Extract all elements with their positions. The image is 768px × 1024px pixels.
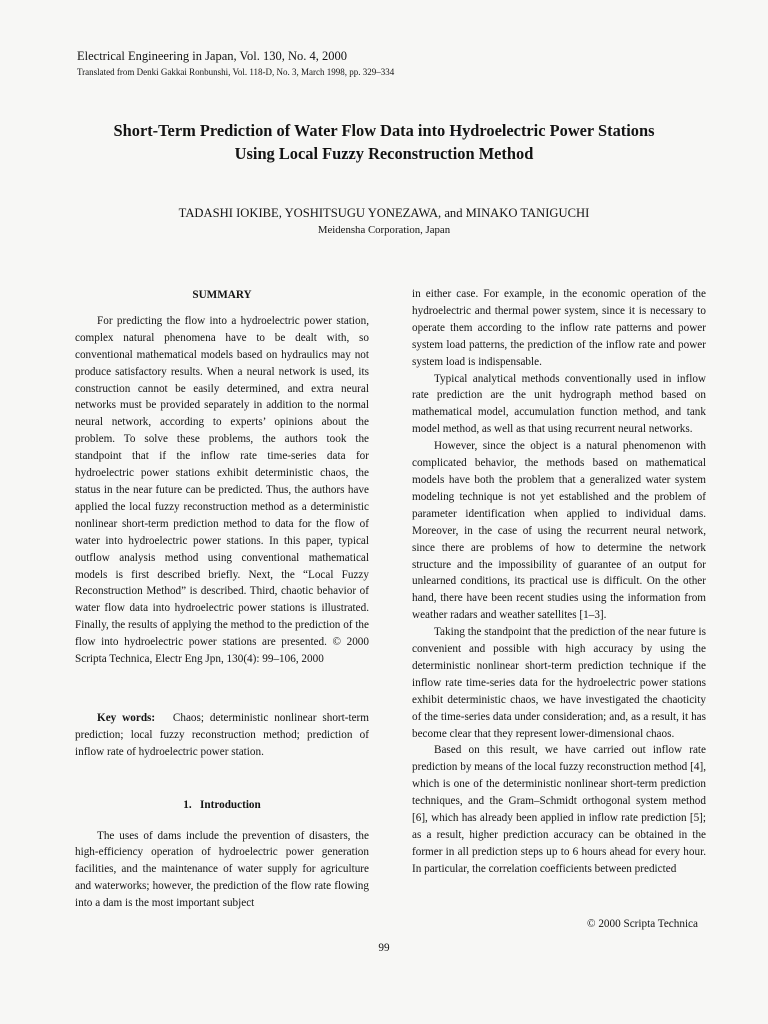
right-paragraph-4: Taking the standpoint that the prediction of the near future is convenient and possible with high accuracy by using the deterministic nonlinear short-term prediction technique if the inflow rate time-series data for the hydroelectric power stations exhibit deterministic chaos, we have investigated the chaoticity of the time-series data under consideration; and, as a result, it has become clear that they represent lower-dimensional chaos. <box>412 626 706 740</box>
right-paragraph-3: However, since the object is a natural phenomenon with complicated behavior, the methods based on mathematical models have both the problem that a generalized water system modeling technique is not yet established and the problem of parameter identification when applied to individual dams. Moreover, in the case of using the recurrent neural network, since there are problems of how to determine the network structure and the impossibility of guarantee of an output for unlearned conditions, its practical use is difficult. On the other hand, there have been recent studies using the information from weather radars and weather satellites [1–3]. <box>412 440 706 622</box>
page-number: 99 <box>378 942 390 954</box>
right-paragraph-1: in either case. For example, in the economic operation of the hydroelectric and thermal power system, since it is necessary to operate them according to the inflow rate patterns and power system load patterns, the prediction of the inflow rate and power system load is indispensable. <box>412 288 706 368</box>
title-line-1: Short-Term Prediction of Water Flow Data into Hydroelectric Power Stations <box>113 121 655 140</box>
title-line-2: Using Local Fuzzy Reconstruction Method <box>234 144 534 163</box>
authors: TADASHI IOKIBE, YOSHITSUGU YONEZAWA, and MINAKO TANIGUCHI <box>178 206 590 220</box>
keywords-paragraph <box>75 710 369 761</box>
paper-title <box>60 119 708 165</box>
summary-paragraph: For predicting the flow into a hydroelectric power station, complex natural phenomena have to be dealt with, so conventional mathematical models based on hydraulics may not produce satisfactory results. When a neural network is used, its construction cannot be easily determined, and extra neural networks must be provided separately in addition to the normal neural network, according to experts’ opinions about the problem. To solve these problems, the authors took the standpoint that if the inflow rate time-series data for hydroelectric power stations exhibit deterministic chaos, the status in the near future can be predicted. Thus, the authors have applied the local fuzzy reconstruction method as a deterministic nonlinear short-term prediction method to data for the flow of water into hydroelectric power stations. In this paper, typical outflow analysis method using conventional mathematical models is first described briefly. Next, the “Local Fuzzy Reconstruction Method” is described. Third, chaotic behavior of water flow data into hydroelectric power stations is illustrated. Finally, the results of applying the method to the prediction of the flow into hydroelectric power stations are presented. © 2000 Scripta Technica, Electr Eng Jpn, 130(4): 99–106, 2000 <box>75 314 369 666</box>
right-paragraph-2: Typical analytical methods conventionally used in inflow rate prediction are the unit hydrograph method based on mathematical model, accumulation function method, and tank model method, as well as that using recurrent neural networks. <box>412 372 706 436</box>
summary-heading: SUMMARY <box>192 289 252 301</box>
affiliation: Meidensha Corporation, Japan <box>317 224 451 236</box>
right-paragraph-5: Based on this result, we have carried out inflow rate prediction by means of the local fuzzy reconstruction method [4], which is one of the deterministic nonlinear short-term prediction techniques, and the Gram–Schmidt orthogonal system method [6], which has already been applied in inflow rate prediction [5]; as a result, higher prediction accuracy can be obtained in the former in all prediction steps up to 6 hours ahead for every hour. In particular, the correlation coefficients between predicted <box>412 744 706 875</box>
copyright-notice: © 2000 Scripta Technica <box>587 918 698 930</box>
translation-source: Translated from Denki Gakkai Ronbunshi, Vol. 118-D, No. 3, March 1998, pp. 329–334 <box>77 67 395 77</box>
journal-citation: Electrical Engineering in Japan, Vol. 130, No. 4, 2000 <box>77 49 347 63</box>
introduction-heading: 1. Introduction <box>183 798 261 811</box>
introduction-paragraph-1: The uses of dams include the prevention of disasters, the high-efficiency operation of hydroelectric power generation facilities, and the maintenance of water supply for agriculture and waterworks; however, the prediction of the flow rate flowing into a dam is the most important subject <box>75 829 369 910</box>
keywords-label: Key words: <box>97 711 156 724</box>
left-column <box>75 287 369 912</box>
keywords-text: Chaos; deterministic nonlinear short-term prediction; local fuzzy reconstruction method; prediction of inflow rate of hydroelectric power station. <box>75 711 369 758</box>
right-column <box>412 286 706 878</box>
